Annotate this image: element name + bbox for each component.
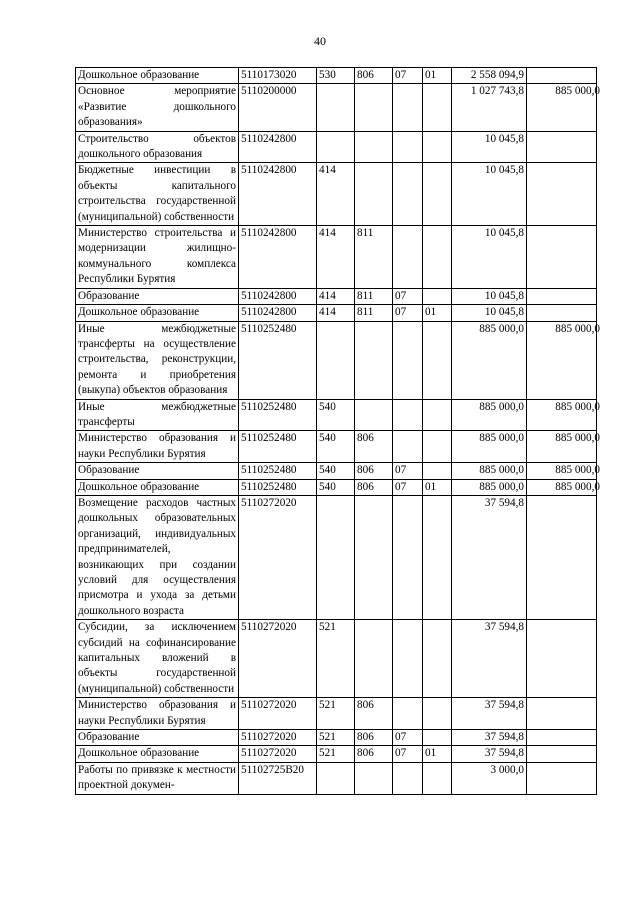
- item-name-cell: [76, 288, 239, 304]
- subsection-code-cell: [423, 730, 452, 746]
- administrator-code-cell: [355, 495, 393, 619]
- subsection-code-cell: [423, 479, 452, 495]
- target-article-code-cell: [239, 226, 317, 289]
- amount-total-cell: [452, 288, 527, 304]
- administrator-code-cell: [355, 399, 393, 431]
- table-row: [76, 305, 597, 321]
- amount-federal-text: 885 000,0: [555, 400, 600, 413]
- item-name-cell: [76, 226, 239, 289]
- subsection-code-cell: [423, 431, 452, 463]
- target-article-code-cell: [239, 288, 317, 304]
- administrator-code-cell: [355, 84, 393, 131]
- amount-federal-cell: [527, 84, 600, 131]
- amount-total-text: 10 045,8: [484, 306, 524, 319]
- subsection-code-text: 01: [425, 69, 437, 81]
- amount-total-text: 37 594,8: [484, 621, 524, 634]
- amount-federal-cell: [527, 399, 600, 431]
- target-article-code-cell: [239, 399, 317, 431]
- amount-federal-cell: [527, 288, 597, 304]
- item-name-text: Дошкольное образование: [78, 69, 200, 81]
- table-row: [76, 762, 597, 794]
- expense-type-code-cell: [317, 495, 355, 619]
- page-number: 40: [314, 34, 326, 48]
- amount-total-cell: [452, 163, 527, 226]
- amount-total-cell: [452, 698, 527, 730]
- amount-total-cell: [452, 68, 527, 84]
- table-row: [76, 163, 597, 226]
- administrator-code-text: 806: [357, 464, 374, 477]
- amount-federal-cell: [527, 226, 597, 289]
- expense-type-code-cell: [317, 698, 355, 730]
- target-article-code-text: 5110242800: [241, 132, 297, 145]
- amount-total-cell: [452, 620, 527, 698]
- target-article-code-text: 5110200000: [241, 85, 297, 98]
- section-code-text: 07: [395, 731, 407, 744]
- amount-federal-cell: [527, 479, 600, 495]
- target-article-code-cell: [239, 68, 317, 84]
- expense-type-code-cell: [317, 746, 355, 762]
- section-code-cell: [393, 620, 423, 698]
- target-article-code-cell: [239, 431, 317, 463]
- section-code-cell: [393, 226, 423, 289]
- table-row: [76, 226, 597, 289]
- item-name-cell: [76, 131, 239, 163]
- item-name-cell: [76, 84, 239, 131]
- table-row: [76, 479, 597, 495]
- amount-total-text: 885 000,0: [479, 322, 524, 335]
- subsection-code-text: 01: [425, 747, 437, 760]
- administrator-code-cell: [355, 288, 393, 304]
- section-code-cell: [393, 305, 423, 321]
- section-code-cell: [393, 495, 423, 619]
- item-name-text: Субсидии, за исключением субсидий на софинансирование капитальных вложений в объекты государственной (муниципальной) собственности: [78, 621, 236, 695]
- expense-type-code-cell: [317, 68, 355, 84]
- amount-total-cell: [452, 495, 527, 619]
- expense-type-code-cell: [317, 479, 355, 495]
- expense-type-code-text: 521: [319, 699, 336, 712]
- item-name-text: Дошкольное образование: [78, 480, 200, 493]
- expense-type-code-text: 521: [319, 621, 336, 634]
- section-code-cell: [393, 746, 423, 762]
- amount-federal-cell: [527, 305, 597, 321]
- section-code-text: 07: [395, 480, 407, 493]
- amount-federal-cell: [527, 163, 597, 226]
- amount-total-text: 885 000,0: [479, 464, 524, 477]
- expense-type-code-cell: [317, 620, 355, 698]
- target-article-code-cell: [239, 762, 317, 794]
- target-article-code-text: 5110252480: [241, 400, 297, 413]
- section-code-text: 07: [395, 747, 407, 760]
- item-name-text: Министерство образования и науки Республики Бурятия: [78, 699, 236, 727]
- item-name-text: Строительство объектов дошкольного образования: [78, 132, 236, 161]
- amount-total-text: 2 558 094,9: [470, 69, 524, 81]
- table-body: [76, 68, 600, 795]
- administrator-code-text: 811: [357, 306, 374, 319]
- administrator-code-cell: [355, 730, 393, 746]
- amount-total-text: 10 045,8: [484, 164, 524, 177]
- amount-federal-cell: [527, 746, 597, 762]
- section-code-cell: [393, 163, 423, 226]
- amount-total-cell: [452, 479, 527, 495]
- amount-total-cell: [452, 399, 527, 431]
- target-article-code-cell: [239, 730, 317, 746]
- amount-federal-cell: [527, 495, 597, 619]
- item-name-text: Бюджетные инвестиции в объекты капитального строительства государственной (муниципальной) собственности: [78, 164, 236, 223]
- administrator-code-text: 806: [357, 747, 374, 760]
- section-code-cell: [393, 84, 423, 131]
- item-name-text: Работы по привязке к местности проектной докумен-: [78, 763, 236, 792]
- amount-total-cell: [452, 463, 527, 479]
- item-name-cell: [76, 163, 239, 226]
- subsection-code-cell: [423, 163, 452, 226]
- target-article-code-text: 5110242800: [241, 164, 297, 177]
- item-name-cell: [76, 399, 239, 431]
- administrator-code-text: 806: [357, 699, 374, 712]
- target-article-code-text: 5110272020: [241, 699, 297, 712]
- amount-total-cell: [452, 762, 527, 794]
- section-code-cell: [393, 479, 423, 495]
- section-code-text: 07: [395, 464, 407, 477]
- amount-total-text: 37 594,8: [484, 496, 524, 509]
- administrator-code-cell: [355, 68, 393, 84]
- expense-type-code-cell: [317, 431, 355, 463]
- expense-type-code-text: 414: [319, 164, 336, 177]
- administrator-code-cell: [355, 321, 393, 399]
- subsection-code-cell: [423, 305, 452, 321]
- administrator-code-cell: [355, 746, 393, 762]
- target-article-code-text: 5110252480: [241, 432, 297, 445]
- target-article-code-cell: [239, 746, 317, 762]
- item-name-text: Министерство образования и науки Республики Бурятия: [78, 432, 236, 460]
- administrator-code-cell: [355, 479, 393, 495]
- table-row: [76, 746, 597, 762]
- expense-type-code-cell: [317, 463, 355, 479]
- table-row: [76, 321, 597, 399]
- subsection-code-text: 01: [425, 306, 437, 319]
- expense-type-code-text: 414: [319, 289, 336, 302]
- table-row: [76, 288, 597, 304]
- table-row: [76, 399, 597, 431]
- amount-federal-cell: [527, 620, 597, 698]
- item-name-text: Министерство строительства и модернизации жилищно-коммунального комплекса Республики Бурятия: [78, 227, 236, 286]
- item-name-text: Образование: [78, 289, 140, 302]
- administrator-code-cell: [355, 431, 393, 463]
- amount-total-text: 10 045,8: [484, 132, 524, 145]
- table-row: [76, 463, 597, 479]
- administrator-code-text: 806: [357, 731, 374, 744]
- administrator-code-cell: [355, 163, 393, 226]
- target-article-code-text: 5110272020: [241, 496, 297, 509]
- item-name-cell: [76, 495, 239, 619]
- expense-type-code-cell: [317, 305, 355, 321]
- administrator-code-cell: [355, 226, 393, 289]
- subsection-code-cell: [423, 620, 452, 698]
- target-article-code-text: 5110173020: [241, 69, 297, 81]
- subsection-code-cell: [423, 84, 452, 131]
- expense-type-code-text: 540: [319, 480, 336, 493]
- item-name-text: Дошкольное образование: [78, 306, 200, 319]
- item-name-text: Образование: [78, 731, 140, 744]
- item-name-text: Иные межбюджетные трансферты на осуществление строительства, реконструкции, ремонта и приобретения (выкупа) объектов образования: [78, 322, 236, 397]
- target-article-code-cell: [239, 321, 317, 399]
- target-article-code-cell: [239, 495, 317, 619]
- subsection-code-text: 01: [425, 480, 437, 493]
- item-name-text: Дошкольное образование: [78, 747, 200, 760]
- amount-total-cell: [452, 730, 527, 746]
- amount-federal-text: 885 000,0: [555, 432, 600, 445]
- amount-total-cell: [452, 431, 527, 463]
- item-name-cell: [76, 730, 239, 746]
- administrator-code-text: 806: [357, 480, 374, 493]
- section-code-cell: [393, 321, 423, 399]
- amount-total-text: 10 045,8: [484, 289, 524, 302]
- administrator-code-text: 806: [357, 432, 374, 445]
- target-article-code-text: 5110272020: [241, 621, 297, 634]
- amount-total-text: 885 000,0: [479, 400, 524, 413]
- section-code-cell: [393, 698, 423, 730]
- target-article-code-cell: [239, 84, 317, 131]
- administrator-code-text: 811: [357, 289, 374, 302]
- target-article-code-text: 5110242800: [241, 227, 297, 240]
- item-name-text: Основное мероприятие «Развитие дошкольного образования»: [78, 85, 236, 129]
- expense-type-code-cell: [317, 321, 355, 399]
- table-row: [76, 495, 597, 619]
- target-article-code-text: 51102725В20: [241, 763, 304, 776]
- section-code-cell: [393, 730, 423, 746]
- section-code-cell: [393, 431, 423, 463]
- subsection-code-cell: [423, 698, 452, 730]
- subsection-code-cell: [423, 131, 452, 163]
- target-article-code-text: 5110272020: [241, 731, 297, 744]
- administrator-code-cell: [355, 698, 393, 730]
- target-article-code-cell: [239, 463, 317, 479]
- section-code-cell: [393, 68, 423, 84]
- amount-federal-text: 885 000,0: [555, 480, 600, 493]
- administrator-code-text: 811: [357, 227, 374, 240]
- expense-type-code-text: 540: [319, 432, 336, 445]
- table-row: [76, 131, 597, 163]
- expense-type-code-cell: [317, 762, 355, 794]
- expense-type-code-cell: [317, 163, 355, 226]
- target-article-code-cell: [239, 305, 317, 321]
- expense-type-code-cell: [317, 399, 355, 431]
- expense-type-code-text: 530: [319, 69, 336, 81]
- amount-total-cell: [452, 226, 527, 289]
- expense-type-code-cell: [317, 84, 355, 131]
- target-article-code-text: 5110242800: [241, 289, 297, 302]
- item-name-cell: [76, 746, 239, 762]
- amount-total-text: 37 594,8: [484, 747, 524, 760]
- item-name-cell: [76, 68, 239, 84]
- amount-total-cell: [452, 84, 527, 131]
- expense-type-code-cell: [317, 131, 355, 163]
- amount-total-cell: [452, 746, 527, 762]
- administrator-code-cell: [355, 762, 393, 794]
- target-article-code-text: 5110252480: [241, 464, 297, 477]
- target-article-code-cell: [239, 131, 317, 163]
- amount-total-text: 1 027 743,8: [470, 85, 524, 98]
- amount-total-text: 3 000,0: [490, 763, 524, 776]
- item-name-cell: [76, 698, 239, 730]
- target-article-code-text: 5110252480: [241, 322, 297, 335]
- amount-total-cell: [452, 131, 527, 163]
- expense-type-code-cell: [317, 226, 355, 289]
- administrator-code-text: 806: [357, 69, 374, 81]
- amount-federal-text: 885 000,0: [555, 322, 600, 335]
- target-article-code-text: 5110242800: [241, 306, 297, 319]
- amount-federal-cell: [527, 68, 597, 84]
- amount-federal-cell: [527, 131, 597, 163]
- item-name-cell: [76, 762, 239, 794]
- item-name-cell: [76, 305, 239, 321]
- expense-type-code-text: 521: [319, 731, 336, 744]
- amount-total-cell: [452, 321, 527, 399]
- subsection-code-cell: [423, 495, 452, 619]
- subsection-code-cell: [423, 321, 452, 399]
- section-code-cell: [393, 131, 423, 163]
- expense-type-code-text: 414: [319, 306, 336, 319]
- target-article-code-cell: [239, 163, 317, 226]
- item-name-cell: [76, 479, 239, 495]
- amount-federal-cell: [527, 463, 600, 479]
- administrator-code-cell: [355, 131, 393, 163]
- table-row: [76, 698, 597, 730]
- table-row: [76, 84, 597, 131]
- amount-total-text: 37 594,8: [484, 699, 524, 712]
- table-row: [76, 68, 597, 84]
- subsection-code-cell: [423, 226, 452, 289]
- administrator-code-cell: [355, 305, 393, 321]
- item-name-cell: [76, 620, 239, 698]
- item-name-cell: [76, 321, 239, 399]
- expense-type-code-cell: [317, 730, 355, 746]
- expense-type-code-cell: [317, 288, 355, 304]
- expense-type-code-text: 540: [319, 400, 336, 413]
- item-name-cell: [76, 431, 239, 463]
- amount-federal-text: 885 000,0: [555, 464, 600, 477]
- target-article-code-text: 5110272020: [241, 747, 297, 760]
- amount-federal-cell: [527, 730, 597, 746]
- amount-total-cell: [452, 305, 527, 321]
- expense-type-code-text: 414: [319, 227, 336, 240]
- item-name-text: Иные межбюджетные трансферты: [78, 400, 236, 428]
- section-code-cell: [393, 399, 423, 431]
- subsection-code-cell: [423, 68, 452, 84]
- administrator-code-cell: [355, 620, 393, 698]
- table-row: [76, 730, 597, 746]
- section-code-cell: [393, 762, 423, 794]
- target-article-code-cell: [239, 620, 317, 698]
- amount-total-text: 10 045,8: [484, 227, 524, 240]
- subsection-code-cell: [423, 399, 452, 431]
- amount-federal-cell: [527, 698, 597, 730]
- administrator-code-cell: [355, 463, 393, 479]
- section-code-text: 07: [395, 69, 407, 81]
- amount-federal-text: 885 000,0: [555, 85, 600, 98]
- amount-federal-cell: [527, 762, 597, 794]
- expense-type-code-text: 521: [319, 747, 336, 760]
- item-name-text: Образование: [78, 464, 140, 477]
- subsection-code-cell: [423, 288, 452, 304]
- table-row: [76, 431, 597, 463]
- target-article-code-text: 5110252480: [241, 480, 297, 493]
- amount-federal-cell: [527, 321, 600, 399]
- subsection-code-cell: [423, 746, 452, 762]
- target-article-code-cell: [239, 698, 317, 730]
- item-name-text: Возмещение расходов частных дошкольных образовательных организаций, индивидуальных предпринимателей, возникающих при создании условий для осуществления присмотра и ухода за детьми дошкольного возраста: [78, 496, 236, 617]
- subsection-code-cell: [423, 463, 452, 479]
- section-code-cell: [393, 463, 423, 479]
- item-name-cell: [76, 463, 239, 479]
- amount-federal-cell: [527, 431, 600, 463]
- amount-total-text: 37 594,8: [484, 731, 524, 744]
- table-row: [76, 620, 597, 698]
- expense-type-code-text: 540: [319, 464, 336, 477]
- amount-total-text: 885 000,0: [479, 480, 524, 493]
- section-code-cell: [393, 288, 423, 304]
- subsection-code-cell: [423, 762, 452, 794]
- target-article-code-cell: [239, 479, 317, 495]
- section-code-text: 07: [395, 289, 407, 302]
- budget-table: [75, 67, 600, 795]
- amount-total-text: 885 000,0: [479, 432, 524, 445]
- section-code-text: 07: [395, 306, 407, 319]
